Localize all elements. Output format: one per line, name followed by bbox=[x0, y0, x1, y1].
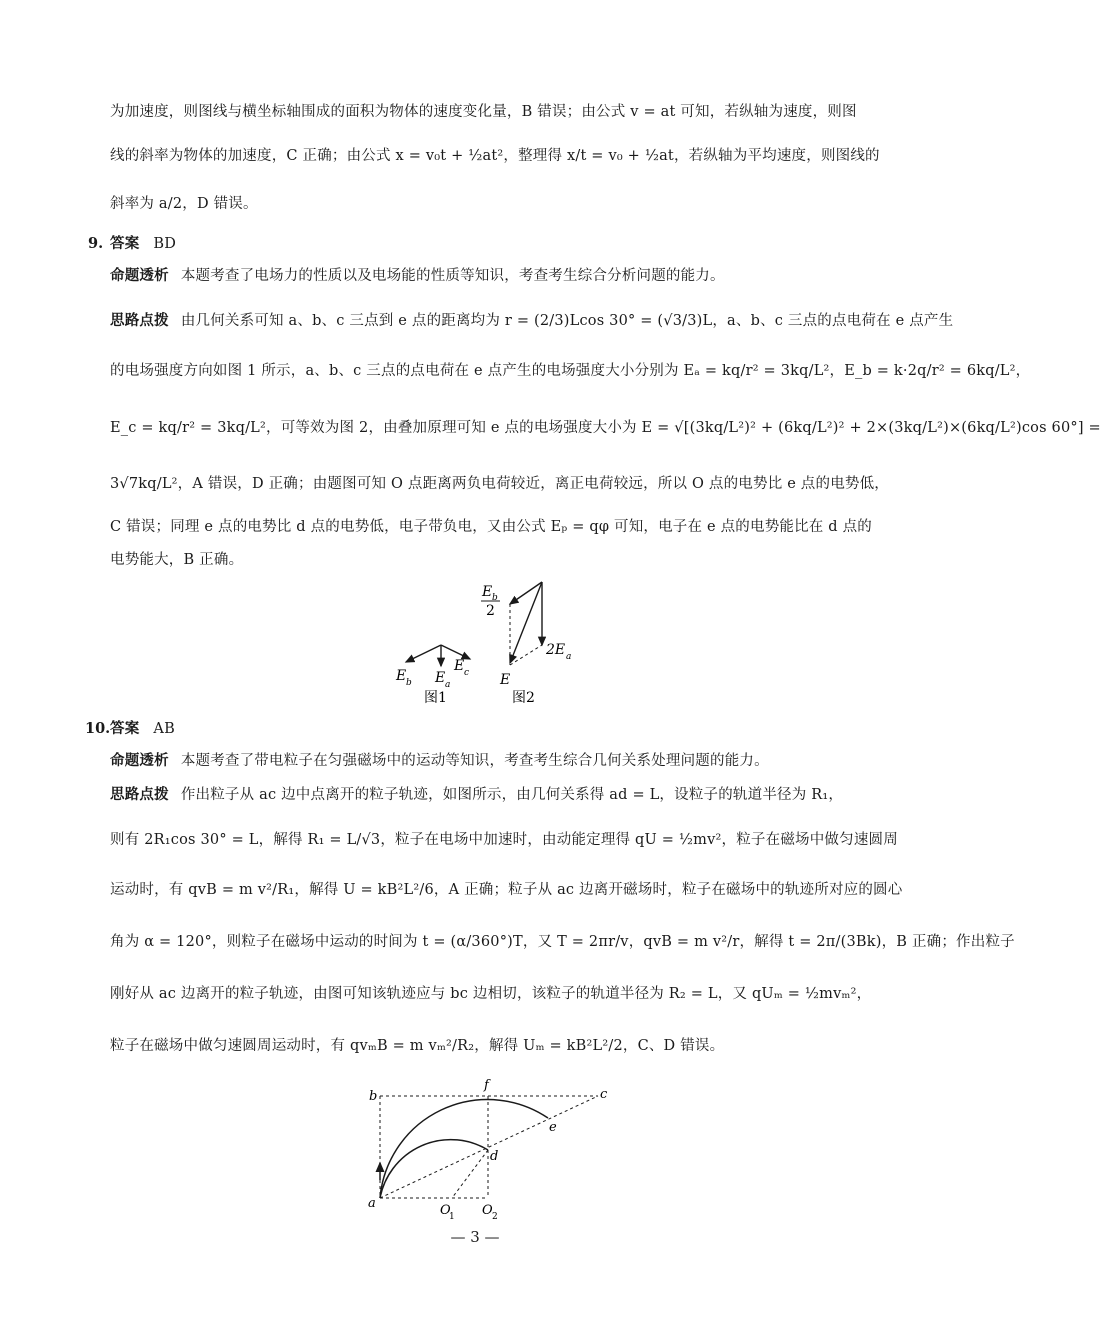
q10-hint-label: 思路点拨 bbox=[110, 787, 169, 803]
fig1-label-ec: E bbox=[454, 658, 465, 674]
fig1-label-eb: E bbox=[396, 668, 407, 684]
q9-intent-text: 本题考查了电场力的性质以及电场能的性质等知识，考查考生综合分析问题的能力。 bbox=[180, 268, 725, 284]
q10-hint-line-4: 角为 α = 120°，则粒子在磁场中运动的时间为 t = (α/360°)T，又 T = 2πr/v，qvB = m v²/r，解得 t = 2π/(3Bk)，B 正确；作出粒子 bbox=[110, 934, 1015, 950]
fig2-sub-b: b bbox=[492, 593, 498, 603]
q9-hint-line-2: 的电场强度方向如图 1 所示，a、b、c 三点的点电荷在 e 点产生的电场强度大小分别为 Eₐ = kq/r² = 3kq/L²，E_b = k·2q/r² = 6kq/L²， bbox=[110, 363, 1031, 379]
q9-hint-line-6: 电势能大，B 正确。 bbox=[110, 552, 244, 568]
q10-intent-label: 命题透析 bbox=[110, 753, 169, 769]
fig3-label-c: c bbox=[600, 1087, 608, 1102]
fig2-sub-a: a bbox=[566, 652, 572, 662]
fig2-caption: 图2 bbox=[512, 690, 535, 706]
fig2-label-eb: E bbox=[482, 584, 493, 600]
fig3-sub-2: 2 bbox=[492, 1212, 498, 1222]
fig1-label-ea: E bbox=[435, 670, 446, 686]
q10-number: 10. bbox=[85, 720, 111, 737]
fig3-label-o2: O bbox=[482, 1203, 493, 1218]
fig3-label-d: d bbox=[490, 1149, 499, 1164]
q9-number: 9. bbox=[88, 235, 104, 252]
q10-hint-line-3: 运动时，有 qvB = m v²/R₁，解得 U = kB²L²/6，A 正确；粒子从 ac 边离开磁场时，粒子在磁场中的轨迹所对应的圆心 bbox=[110, 882, 903, 898]
q9-hint-line-5: C 错误；同理 e 点的电势比 d 点的电势低，电子带负电，又由公式 Eₚ = qφ 可知，电子在 e 点的电势能比在 d 点的 bbox=[110, 519, 873, 535]
q10-answer: AB bbox=[153, 721, 175, 737]
fig2-label-2: 2 bbox=[486, 603, 495, 619]
fig2-label-e: E bbox=[500, 672, 511, 688]
fig3-label-e: e bbox=[549, 1120, 557, 1135]
fig3-label-o1: O bbox=[440, 1203, 451, 1218]
q10-hint-line-1: 作出粒子从 ac 边中点离开的粒子轨迹，如图所示，由几何关系得 ad = L，设粒子的轨道半径为 R₁， bbox=[180, 787, 844, 803]
q9-hint-line-1: 由几何关系可知 a、b、c 三点到 e 点的距离均为 r = (2/3)Lcos 30° = (√3/3)L，a、b、c 三点的点电荷在 e 点产生 bbox=[180, 313, 954, 329]
fig3-label-a: a bbox=[368, 1196, 376, 1211]
fig3-radius-do1 bbox=[452, 1150, 488, 1198]
q9-answer-label: 答案 bbox=[110, 236, 140, 252]
q8-text-line-1: 为加速度，则图线与横坐标轴围成的面积为物体的速度变化量，B 错误；由公式 v = at 可知，若纵轴为速度，则图 bbox=[110, 104, 857, 120]
fig1-sub-c: c bbox=[464, 668, 470, 678]
fig3-small-arc bbox=[380, 1140, 488, 1198]
q9-answer: BD bbox=[153, 236, 177, 252]
fig3-sub-1: 1 bbox=[449, 1212, 455, 1222]
q10-answer-label: 答案 bbox=[110, 721, 140, 737]
q8-text-line-3: 斜率为 a/2，D 错误。 bbox=[110, 196, 258, 212]
q10-hint-line-6: 粒子在磁场中做匀速圆周运动时，有 qvₘB = m vₘ²/R₂，解得 Uₘ = kB²L²/2，C、D 错误。 bbox=[110, 1038, 725, 1054]
q8-text-line-2: 线的斜率为物体的加速度，C 正确；由公式 x = v₀t + ½at²，整理得 x/t = v₀ + ½at，若纵轴为平均速度，则图线的 bbox=[110, 148, 880, 164]
q10-hint-line-5: 刚好从 ac 边离开的粒子轨迹，由图可知该轨迹应与 bc 边相切，该粒子的轨道半径为 R₂ = L，又 qUₘ = ½mvₘ²， bbox=[110, 986, 872, 1002]
q9-hint-label: 思路点拨 bbox=[110, 313, 169, 329]
q10-hint-line-2: 则有 2R₁cos 30° = L，解得 R₁ = L/√3，粒子在电场中加速时，由动能定理得 qU = ½mv²，粒子在磁场中做匀速圆周 bbox=[110, 832, 898, 848]
fig3-diagonal-ac bbox=[380, 1096, 598, 1198]
q9-intent-label: 命题透析 bbox=[110, 268, 169, 284]
page-number: — 3 — bbox=[450, 1228, 500, 1246]
fig3-label-b: b bbox=[369, 1089, 378, 1104]
q9-hint-line-4: 3√7kq/L²，A 错误，D 正确；由题图可知 O 点距离两负电荷较近，离正电荷较远，所以 O 点的电势比 e 点的电势低， bbox=[110, 476, 890, 492]
fig3-label-f: f bbox=[484, 1078, 489, 1093]
q9-hint-line-3: E_c = kq/r² = 3kq/L²，可等效为图 2，由叠加原理可知 e 点的电场强度大小为 E = √[(3kq/L²)² + (6kq/L²)² + 2×(3kq/L²)×(6kq/L²)cos 60°] = bbox=[110, 420, 1101, 436]
fig3-large-arc bbox=[380, 1100, 548, 1198]
fig1-sub-a: a bbox=[445, 680, 451, 690]
fig1-caption: 图1 bbox=[424, 690, 447, 706]
fig2-label-2ea: 2E bbox=[546, 642, 566, 658]
fig1-sub-b: b bbox=[406, 678, 412, 688]
q10-intent-text: 本题考查了带电粒子在匀强磁场中的运动等知识，考查考生综合几何关系处理问题的能力。 bbox=[180, 753, 769, 769]
